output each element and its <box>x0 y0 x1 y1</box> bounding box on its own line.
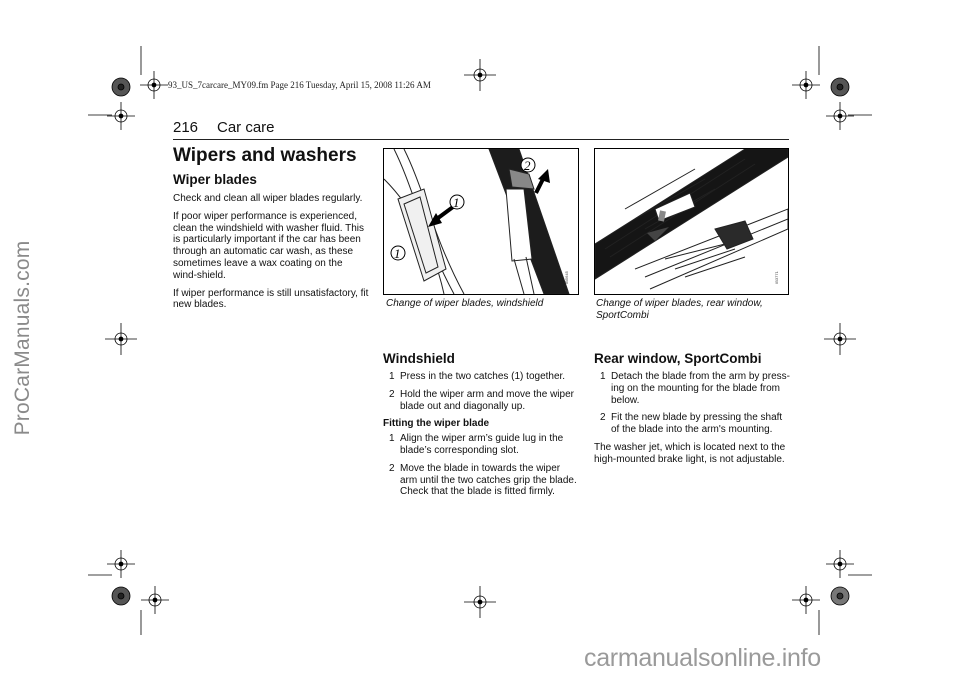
crop-mark-bottom-left <box>107 550 135 578</box>
callout-2: 2 <box>524 158 531 173</box>
windshield-body <box>383 371 579 504</box>
step-number: 1 <box>600 371 606 382</box>
fitting-subheading: Fitting the wiper blade <box>383 418 490 430</box>
figure-rear-wiper <box>594 148 789 295</box>
washer-jet-note: The washer jet, which is located next to the high-mounted brake light, is not adjustable. <box>594 441 786 465</box>
step-text: Fit the new blade by pressing the shaft of the blade into the arm's mounting. <box>611 412 783 436</box>
step-number: 1 <box>389 371 395 382</box>
step-text: Move the blade in towards the wiper arm until the two catches grip the blade. Check that the blade is fitted firmly. <box>400 462 577 498</box>
callout-1: 1 <box>394 246 401 261</box>
step <box>383 433 579 457</box>
rear-window-body <box>594 371 790 466</box>
rear-wiper-illustration <box>595 149 788 294</box>
watermark-carmanualsonline: carmanualsonline.info <box>584 644 821 672</box>
step-text: Detach the blade from the arm by press-ing on the mounting for the blade from below. <box>611 371 790 406</box>
step-number: 2 <box>389 388 395 400</box>
crop-mark-bottom-right-2 <box>826 550 854 578</box>
file-stamp: 93_US_7carcare_MY09.fm Page 216 Tuesday, April 15, 2008 11:26 AM <box>168 80 431 90</box>
watermark-procarmanuals: ProCarManuals.com <box>11 240 34 436</box>
crop-mark-top-right-2 <box>831 78 849 96</box>
rear-window-steps <box>594 371 790 436</box>
step <box>383 389 579 413</box>
step-text: Hold the wiper arm and move the wiper blade out and diagonally up. <box>400 388 574 412</box>
step <box>383 463 579 498</box>
crop-mark-bottom-left-2 <box>112 587 130 605</box>
figure-code: IB5645 <box>563 271 569 284</box>
header-rule <box>173 139 789 140</box>
rear-window-heading: Rear window, SportCombi <box>594 351 762 366</box>
figure-windshield-wiper <box>383 148 579 295</box>
step-text: Press in the two catches (1) together. <box>400 371 566 382</box>
crop-mark-bottom-right <box>792 586 820 614</box>
figure-caption-windshield: Change of wiper blades, windshield <box>386 298 544 309</box>
paragraph: Check and clean all wiper blades regularly. <box>173 193 363 204</box>
crop-mark-bottom-center <box>464 586 496 618</box>
callout-1: 1 <box>453 195 460 210</box>
wiper-blades-body <box>173 193 369 317</box>
crop-mark-bottom-right-3 <box>831 587 849 605</box>
page-title: Wipers and washers <box>173 145 357 166</box>
windshield-heading: Windshield <box>383 351 455 366</box>
figure-caption-rear: Change of wiper blades, rear window, SportCombi <box>596 298 763 321</box>
fitting-steps <box>383 433 579 498</box>
step-number: 2 <box>600 412 606 424</box>
crop-mark-top-left <box>112 78 130 96</box>
crop-mark-bottom-left-3 <box>141 586 169 614</box>
crop-mark-top-center <box>464 59 496 91</box>
step-number: 1 <box>389 433 395 445</box>
page-number: 216 <box>173 119 199 136</box>
crop-mark-mid-right <box>824 323 856 355</box>
windshield-steps <box>383 371 579 412</box>
figure-code: IB3771 <box>773 271 779 284</box>
step <box>594 371 790 406</box>
step-text: Align the wiper arm’s guide lug in the blade’s corresponding slot. <box>400 433 564 456</box>
crop-mark-top-right <box>792 71 820 99</box>
step <box>594 412 790 436</box>
paragraph: If poor wiper performance is experienced, clean the windshield with washer fluid. This is particularly important if the car has been through an automatic car wash, as these sometimes leave a wax coating on the wind-shield. <box>173 210 365 281</box>
paragraph: If wiper performance is still unsatisfactory, fit new blades. <box>173 287 369 311</box>
crop-mark-top-left-3 <box>107 102 135 130</box>
chapter-title: Car care <box>217 119 275 136</box>
windshield-wiper-illustration <box>384 149 578 294</box>
step-number: 2 <box>389 462 395 474</box>
crop-mark-mid-left <box>105 323 137 355</box>
step <box>383 371 579 383</box>
crop-mark-top-left-2 <box>140 71 168 99</box>
crop-mark-top-right-3 <box>826 102 854 130</box>
wiper-blades-heading: Wiper blades <box>173 172 257 187</box>
